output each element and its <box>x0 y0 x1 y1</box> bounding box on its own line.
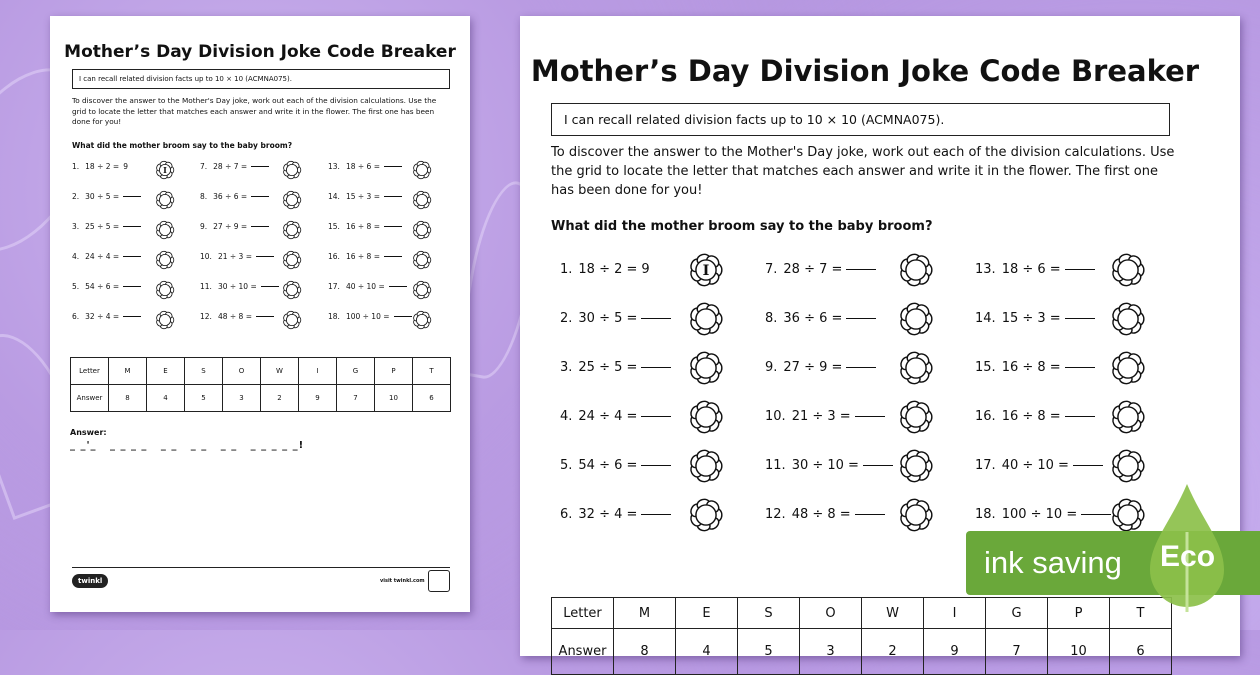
flower-answer-icon[interactable] <box>688 252 724 288</box>
answer-blank[interactable] <box>123 196 141 197</box>
answer-blank[interactable] <box>641 416 671 417</box>
flower-letter <box>282 280 302 300</box>
worksheet-page-preview-small <box>50 16 470 612</box>
division-problem <box>328 282 407 291</box>
division-problem <box>765 458 893 473</box>
grid-cell: I <box>924 598 986 629</box>
problem-expression: 21 ÷ 3 = <box>217 252 252 261</box>
footer-divider <box>72 567 450 568</box>
flower-answer-icon[interactable] <box>155 310 175 330</box>
problem-number: 6. <box>72 312 80 321</box>
problem-expression: 30 ÷ 5 = <box>85 192 120 201</box>
grid-cell: 7 <box>986 629 1048 675</box>
flower-answer-icon[interactable] <box>688 399 724 435</box>
problem-number: 4. <box>72 252 80 261</box>
answer-blank[interactable] <box>1073 465 1103 466</box>
problem-expression: 30 ÷ 10 = <box>791 458 859 473</box>
answer-label: Answer: <box>70 428 107 437</box>
division-problem <box>560 507 671 522</box>
flower-letter <box>898 252 934 288</box>
division-problem <box>72 312 141 321</box>
division-problem <box>560 409 671 424</box>
grid-cell: 6 <box>1110 629 1172 675</box>
grid-cell: P <box>375 358 413 385</box>
problem-number: 14. <box>975 311 996 326</box>
flower-letter <box>898 301 934 337</box>
flower-answer-icon[interactable] <box>155 160 175 180</box>
division-problem <box>560 262 650 277</box>
learning-objective: I can recall related division facts up to 10 × 10 (ACMNA075). <box>564 112 945 127</box>
problem-number: 1. <box>72 162 80 171</box>
problem-expression: 18 ÷ 6 = <box>1001 262 1061 277</box>
flower-letter <box>688 497 724 533</box>
problem-number: 6. <box>560 507 573 522</box>
learning-objective-box <box>72 69 450 89</box>
flower-letter <box>688 448 724 484</box>
answer-blank[interactable] <box>384 166 402 167</box>
flower-letter <box>898 399 934 435</box>
problem-number: 18. <box>975 507 996 522</box>
answer-blank[interactable] <box>261 286 279 287</box>
flower-letter <box>155 250 175 270</box>
worksheet-title: Mother’s Day Division Joke Code Breaker <box>64 42 456 62</box>
flower-answer-icon[interactable] <box>1110 350 1146 386</box>
division-problem <box>765 311 876 326</box>
problem-expression: 40 ÷ 10 = <box>345 282 385 291</box>
flower-answer-icon[interactable] <box>282 310 302 330</box>
grid-row-label: Letter <box>71 358 109 385</box>
problem-number: 7. <box>200 162 208 171</box>
problem-expression: 100 ÷ 10 = <box>345 312 390 321</box>
grid-cell: W <box>261 358 299 385</box>
problem-number: 14. <box>328 192 340 201</box>
grid-cell: S <box>738 598 800 629</box>
grid-cell: 2 <box>261 385 299 412</box>
problem-number: 8. <box>765 311 778 326</box>
flower-answer-icon[interactable] <box>1110 252 1146 288</box>
problem-number: 12. <box>765 507 786 522</box>
division-problem <box>765 409 885 424</box>
answer-blank[interactable] <box>384 196 402 197</box>
flower-letter <box>412 280 432 300</box>
answer-blank[interactable] <box>641 318 671 319</box>
problem-number: 3. <box>560 360 573 375</box>
flower-answer-icon[interactable] <box>898 350 934 386</box>
answer-blank[interactable] <box>256 256 274 257</box>
division-problem <box>72 282 141 291</box>
code-grid <box>70 357 451 412</box>
answer-blank[interactable] <box>863 465 893 466</box>
flower-answer-icon[interactable] <box>898 497 934 533</box>
instructions: To discover the answer to the Mother's Day joke, work out each of the division calculations. Use the grid to locate the letter that matches each answer and write it in the flower. The first one has been done for you! <box>72 96 437 127</box>
division-problem <box>328 222 402 231</box>
problem-number: 10. <box>765 409 786 424</box>
problem-answer: 9 <box>123 162 128 171</box>
flower-answer-icon[interactable] <box>412 190 432 210</box>
problem-expression: 25 ÷ 5 = <box>578 360 638 375</box>
problem-expression: 16 ÷ 8 = <box>345 222 380 231</box>
problem-number: 13. <box>328 162 340 171</box>
problem-number: 16. <box>328 252 340 261</box>
answer-blanks: _ _'_ _ _ _ _ _ _ _ _ _ _ _ _ _ _ _! <box>70 440 305 451</box>
answer-blank[interactable] <box>123 256 141 257</box>
flower-answer-icon[interactable] <box>282 250 302 270</box>
problem-number: 16. <box>975 409 996 424</box>
answer-blank[interactable] <box>1065 318 1095 319</box>
division-problem <box>765 360 876 375</box>
division-problem <box>200 252 274 261</box>
quality-badge-icon <box>428 570 450 592</box>
grid-cell: 5 <box>738 629 800 675</box>
problem-expression: 18 ÷ 6 = <box>345 162 380 171</box>
division-problem <box>72 192 141 201</box>
flower-letter <box>898 448 934 484</box>
answer-blank[interactable] <box>641 514 671 515</box>
division-problem <box>975 458 1103 473</box>
problem-expression: 16 ÷ 8 = <box>1001 360 1061 375</box>
problem-expression: 18 ÷ 2 = <box>85 162 120 171</box>
grid-cell: P <box>1048 598 1110 629</box>
flower-answer-icon[interactable] <box>155 190 175 210</box>
grid-cell: 2 <box>862 629 924 675</box>
flower-answer-icon[interactable] <box>688 350 724 386</box>
problem-expression: 32 ÷ 4 = <box>85 312 120 321</box>
flower-answer-icon[interactable] <box>688 448 724 484</box>
division-problem <box>328 312 412 321</box>
grid-cell: 9 <box>924 629 986 675</box>
problem-expression: 24 ÷ 4 = <box>578 409 638 424</box>
answer-blank[interactable] <box>846 269 876 270</box>
problem-number: 15. <box>328 222 340 231</box>
division-problem <box>328 162 402 171</box>
division-problem <box>328 252 402 261</box>
flower-letter <box>1110 350 1146 386</box>
grid-cell: G <box>337 358 375 385</box>
grid-cell: M <box>109 358 147 385</box>
answer-blank[interactable] <box>251 196 269 197</box>
answer-blank[interactable] <box>846 367 876 368</box>
flower-letter <box>688 399 724 435</box>
grid-cell: O <box>800 598 862 629</box>
problem-number: 2. <box>72 192 80 201</box>
problem-expression: 48 ÷ 8 = <box>791 507 851 522</box>
grid-row <box>552 629 1172 675</box>
problem-number: 5. <box>72 282 80 291</box>
flower-letter <box>688 350 724 386</box>
problem-expression: 16 ÷ 8 = <box>345 252 380 261</box>
grid-cell: 8 <box>109 385 147 412</box>
problem-number: 9. <box>200 222 208 231</box>
problem-expression: 18 ÷ 2 = <box>578 262 638 277</box>
division-problem <box>200 162 269 171</box>
flower-letter <box>688 301 724 337</box>
answer-blank[interactable] <box>855 514 885 515</box>
problem-expression: 40 ÷ 10 = <box>1001 458 1069 473</box>
flower-answer-icon[interactable] <box>412 310 432 330</box>
flower-letter <box>155 280 175 300</box>
answer-blank[interactable] <box>1065 367 1095 368</box>
ink-saving-label: ink saving <box>984 545 1122 580</box>
division-problem <box>200 192 269 201</box>
flower-answer-icon[interactable] <box>282 280 302 300</box>
answer-blank[interactable] <box>846 318 876 319</box>
problem-expression: 30 ÷ 10 = <box>217 282 257 291</box>
problem-expression: 28 ÷ 7 = <box>213 162 248 171</box>
problem-expression: 15 ÷ 3 = <box>345 192 380 201</box>
eco-label: Eco <box>1160 540 1216 573</box>
flower-answer-icon[interactable] <box>282 220 302 240</box>
flower-letter <box>1110 252 1146 288</box>
flower-letter <box>1110 497 1146 533</box>
code-grid <box>551 597 1172 675</box>
instructions: To discover the answer to the Mother's Day joke, work out each of the division calculations. Use the grid to locate the letter that matches each answer and write it in the flower. The first one has been done for you! <box>551 145 1175 198</box>
answer-blank[interactable] <box>384 256 402 257</box>
flower-answer-icon[interactable] <box>282 160 302 180</box>
division-problem <box>975 262 1095 277</box>
division-problem <box>200 222 269 231</box>
grid-cell: T <box>1110 598 1172 629</box>
flower-letter <box>412 160 432 180</box>
flower-letter <box>282 190 302 210</box>
flower-answer-icon[interactable] <box>1110 399 1146 435</box>
flower-answer-icon[interactable] <box>412 220 432 240</box>
flower-answer-icon[interactable] <box>688 497 724 533</box>
problem-number: 10. <box>200 252 212 261</box>
answer-blank[interactable] <box>123 286 141 287</box>
flower-answer-icon[interactable] <box>1110 497 1146 533</box>
division-problem <box>765 507 885 522</box>
flower-answer-icon[interactable] <box>412 250 432 270</box>
answer-blank[interactable] <box>251 226 269 227</box>
division-problem <box>975 311 1095 326</box>
joke-question: What did the mother broom say to the baby broom? <box>72 141 293 150</box>
problem-expression: 36 ÷ 6 = <box>783 311 843 326</box>
problem-expression: 25 ÷ 5 = <box>85 222 120 231</box>
division-problem <box>72 222 141 231</box>
grid-cell: 3 <box>800 629 862 675</box>
flower-letter <box>155 310 175 330</box>
learning-objective: I can recall related division facts up to 10 × 10 (ACMNA075). <box>79 75 292 83</box>
grid-cell: 3 <box>223 385 261 412</box>
flower-answer-icon[interactable] <box>155 220 175 240</box>
flower-letter <box>412 220 432 240</box>
problem-expression: 30 ÷ 5 = <box>578 311 638 326</box>
flower-letter <box>282 220 302 240</box>
division-problem <box>328 192 402 201</box>
flower-letter <box>282 250 302 270</box>
problem-expression: 54 ÷ 6 = <box>578 458 638 473</box>
flower-letter <box>155 190 175 210</box>
problem-expression: 21 ÷ 3 = <box>791 409 851 424</box>
learning-objective-box <box>551 103 1170 136</box>
flower-letter <box>1110 301 1146 337</box>
grid-cell: O <box>223 358 261 385</box>
answer-blank[interactable] <box>256 316 274 317</box>
flower-answer-icon[interactable] <box>898 252 934 288</box>
division-problem <box>200 312 274 321</box>
grid-row-label: Answer <box>71 385 109 412</box>
flower-answer-icon[interactable] <box>898 448 934 484</box>
grid-cell: 5 <box>185 385 223 412</box>
answer-blank[interactable] <box>855 416 885 417</box>
problem-number: 4. <box>560 409 573 424</box>
division-problem <box>72 162 128 171</box>
problem-number: 11. <box>765 458 786 473</box>
problem-number: 12. <box>200 312 212 321</box>
problem-expression: 15 ÷ 3 = <box>1001 311 1061 326</box>
problem-number: 8. <box>200 192 208 201</box>
flower-answer-icon[interactable] <box>898 301 934 337</box>
flower-letter <box>282 160 302 180</box>
footer-site: visit twinkl.com <box>380 578 425 584</box>
problem-number: 1. <box>560 262 573 277</box>
flower-letter <box>898 497 934 533</box>
problem-number: 9. <box>765 360 778 375</box>
twinkl-logo: twinkl <box>72 574 108 588</box>
problem-number: 2. <box>560 311 573 326</box>
answer-blank[interactable] <box>641 367 671 368</box>
grid-row <box>71 385 451 412</box>
grid-row-label: Letter <box>552 598 614 629</box>
flower-answer-icon[interactable] <box>1110 301 1146 337</box>
division-problem <box>560 360 671 375</box>
flower-letter: I <box>163 165 167 175</box>
problem-expression: 24 ÷ 4 = <box>85 252 120 261</box>
grid-row-label: Answer <box>552 629 614 675</box>
grid-row <box>71 358 451 385</box>
grid-cell: 4 <box>676 629 738 675</box>
grid-row <box>552 598 1172 629</box>
problem-number: 17. <box>975 458 996 473</box>
flower-answer-icon[interactable] <box>1110 448 1146 484</box>
division-problem <box>975 507 1111 522</box>
division-problem <box>975 409 1095 424</box>
problem-expression: 48 ÷ 8 = <box>217 312 252 321</box>
grid-cell: 9 <box>299 385 337 412</box>
flower-letter <box>1110 448 1146 484</box>
answer-blank[interactable] <box>251 166 269 167</box>
flower-letter <box>898 350 934 386</box>
answer-blank[interactable] <box>394 316 412 317</box>
problem-number: 15. <box>975 360 996 375</box>
problem-number: 7. <box>765 262 778 277</box>
flower-answer-icon[interactable] <box>282 190 302 210</box>
grid-cell: W <box>862 598 924 629</box>
grid-cell: I <box>299 358 337 385</box>
joke-question: What did the mother broom say to the baby broom? <box>551 219 933 234</box>
answer-blank[interactable] <box>1065 269 1095 270</box>
flower-letter <box>412 310 432 330</box>
problem-expression: 36 ÷ 6 = <box>213 192 248 201</box>
flower-letter <box>412 250 432 270</box>
division-problem <box>200 282 279 291</box>
grid-cell: 10 <box>1048 629 1110 675</box>
grid-cell: M <box>614 598 676 629</box>
division-problem <box>975 360 1095 375</box>
grid-cell: 4 <box>147 385 185 412</box>
grid-cell: G <box>986 598 1048 629</box>
flower-answer-icon[interactable] <box>155 250 175 270</box>
grid-cell: 7 <box>337 385 375 412</box>
flower-answer-icon[interactable] <box>688 301 724 337</box>
problem-expression: 54 ÷ 6 = <box>85 282 120 291</box>
flower-answer-icon[interactable] <box>898 399 934 435</box>
problem-number: 17. <box>328 282 340 291</box>
answer-blank[interactable] <box>1065 416 1095 417</box>
answer-blank[interactable] <box>641 465 671 466</box>
grid-cell: E <box>676 598 738 629</box>
problem-expression: 32 ÷ 4 = <box>578 507 638 522</box>
problem-expression: 27 ÷ 9 = <box>783 360 843 375</box>
answer-blank[interactable] <box>384 226 402 227</box>
answer-blank[interactable] <box>1081 514 1111 515</box>
grid-cell: E <box>147 358 185 385</box>
flower-answer-icon[interactable] <box>412 280 432 300</box>
problem-number: 3. <box>72 222 80 231</box>
flower-letter <box>282 310 302 330</box>
problem-number: 11. <box>200 282 212 291</box>
answer-blank[interactable] <box>123 226 141 227</box>
grid-cell: T <box>413 358 451 385</box>
problem-number: 5. <box>560 458 573 473</box>
problem-expression: 28 ÷ 7 = <box>783 262 843 277</box>
flower-answer-icon[interactable] <box>412 160 432 180</box>
problem-expression: 27 ÷ 9 = <box>213 222 248 231</box>
problem-answer: 9 <box>641 262 650 277</box>
grid-cell: S <box>185 358 223 385</box>
flower-letter <box>412 190 432 210</box>
division-problem <box>560 311 671 326</box>
grid-cell: 6 <box>413 385 451 412</box>
flower-letter <box>1110 399 1146 435</box>
grid-cell: 8 <box>614 629 676 675</box>
problem-number: 18. <box>328 312 340 321</box>
problem-expression: 100 ÷ 10 = <box>1001 507 1078 522</box>
division-problem <box>72 252 141 261</box>
flower-letter: I <box>702 261 710 279</box>
division-problem <box>560 458 671 473</box>
grid-cell: 10 <box>375 385 413 412</box>
answer-blank[interactable] <box>123 316 141 317</box>
worksheet-title: Mother’s Day Division Joke Code Breaker <box>530 54 1200 88</box>
problem-expression: 16 ÷ 8 = <box>1001 409 1061 424</box>
flower-letter <box>155 220 175 240</box>
problem-number: 13. <box>975 262 996 277</box>
answer-blank[interactable] <box>389 286 407 287</box>
division-problem <box>765 262 876 277</box>
flower-answer-icon[interactable] <box>155 280 175 300</box>
